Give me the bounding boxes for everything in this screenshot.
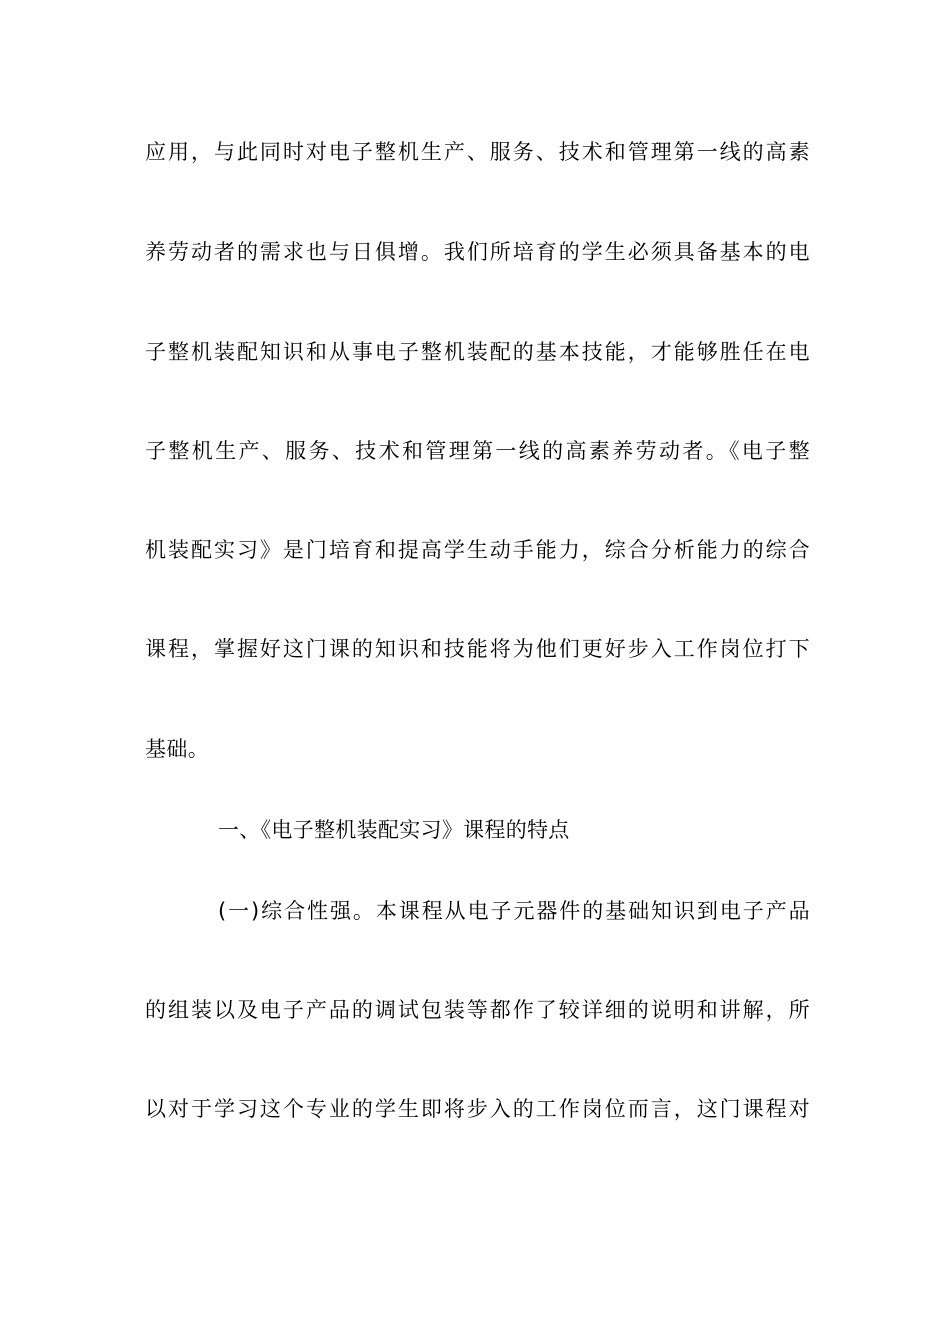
section-heading: 一、《电子整机装配实习》课程的特点 xyxy=(218,818,570,842)
paragraph-line-3: 子整机装配知识和从事电子整机装配的基本技能，才能够胜任在电 xyxy=(145,340,810,364)
paragraph-line-6: 课程，掌握好这门课的知识和技能将为他们更好步入工作岗位打下 xyxy=(145,637,810,661)
paragraph2-line-2: 的组装以及电子产品的调试包装等都作了较详细的说明和讲解，所 xyxy=(145,998,810,1022)
paragraph-line-1: 应用，与此同时对电子整机生产、服务、技术和管理第一线的高素 xyxy=(145,140,810,164)
paragraph-line-2: 养劳动者的需求也与日俱增。我们所培育的学生必须具备基本的电 xyxy=(145,240,810,264)
paragraph-line-5: 机装配实习》是门培育和提高学生动手能力，综合分析能力的综合 xyxy=(145,538,810,562)
paragraph2-line-1: (一)综合性强。本课程从电子元器件的基础知识到电子产品 xyxy=(218,899,810,923)
paragraph-line-4: 子整机生产、服务、技术和管理第一线的高素养劳动者。《电子整 xyxy=(145,439,810,463)
paragraph2-line-3: 以对于学习这个专业的学生即将步入的工作岗位而言，这门课程对 xyxy=(145,1097,810,1121)
paragraph-line-7: 基础。 xyxy=(145,737,210,761)
